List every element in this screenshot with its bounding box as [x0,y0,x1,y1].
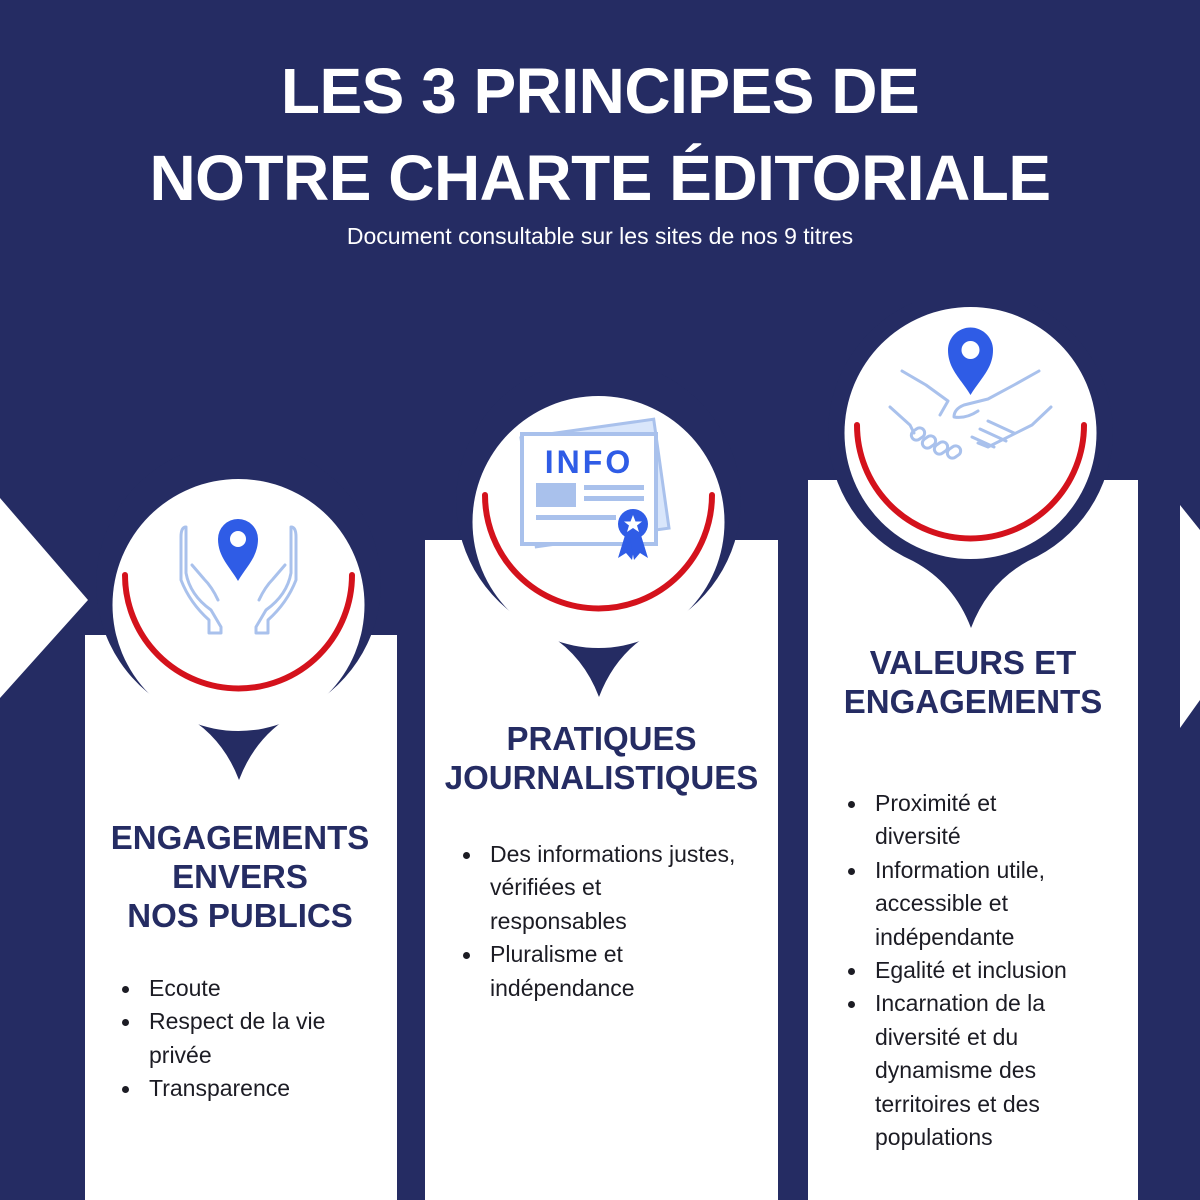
list-item-line: accessible et [875,890,1008,917]
column-title-pratiques [425,719,778,797]
column-title-line: NOS PUBLICS [127,897,353,934]
list-item [119,972,399,1005]
right-arrow-shape [1176,0,1200,1200]
list-item-line: Des informations justes, [490,841,736,867]
list-item-line: Transparence [149,1075,291,1102]
left-arrow-shape [0,0,90,1200]
info-newspaper-icon [521,419,669,560]
list-item-line: territoires et des [875,1090,1040,1117]
list-item [119,1005,399,1072]
column-title-line: VALEURS ET [869,644,1077,681]
column-title-line: JOURNALISTIQUES [444,759,759,796]
list-item-line: responsables [490,907,627,934]
list-item-line: diversité et du [875,1023,1019,1050]
page-title-line-2: NOTRE CHARTE ÉDITORIALE [149,142,1051,214]
column-title-line: ENVERS [172,858,308,895]
list-item [460,938,780,1005]
page-subtitle: Document consultable sur les sites de nos 9 titres [346,223,854,249]
page-title-line-1: LES 3 PRINCIPES DE [280,55,920,127]
list-item-line: Respect de la vie [149,1008,326,1035]
list-item [845,954,1135,987]
list-item [845,987,1135,1154]
list-publics [119,972,399,1106]
list-item-line: Pluralisme et [490,941,623,968]
list-valeurs [845,787,1135,1154]
badge-pratiques [446,372,751,702]
list-pratiques [460,838,780,1005]
list-item-line: indépendante [875,923,1015,950]
list-item-line: dynamisme des [875,1057,1037,1084]
column-title-line: ENGAGEMENTS [110,819,370,856]
column-title-valeurs [808,643,1138,721]
list-item [119,1072,399,1105]
list-item-line: diversité [875,823,961,850]
list-item-line: Incarnation de la [875,990,1046,1017]
column-title-line: ENGAGEMENTS [843,683,1103,720]
list-item-line: populations [875,1124,993,1151]
column-title-line: PRATIQUES [506,720,697,757]
list-item-line: Information utile, [875,856,1046,883]
info-label: INFO [544,444,634,480]
list-item [845,787,1135,854]
list-item [460,838,780,938]
list-item-line: vérifiées et [490,874,602,901]
list-item-line: Ecoute [149,975,221,1001]
list-item-line: Proximité et [875,790,997,816]
badge-valeurs [818,303,1123,633]
column-title-publics [95,818,385,935]
list-item [845,854,1135,954]
badge-publics [86,455,391,785]
list-item-line: indépendance [490,974,635,1001]
list-item-line: Egalité et inclusion [875,957,1067,984]
list-item-line: privée [149,1041,212,1068]
